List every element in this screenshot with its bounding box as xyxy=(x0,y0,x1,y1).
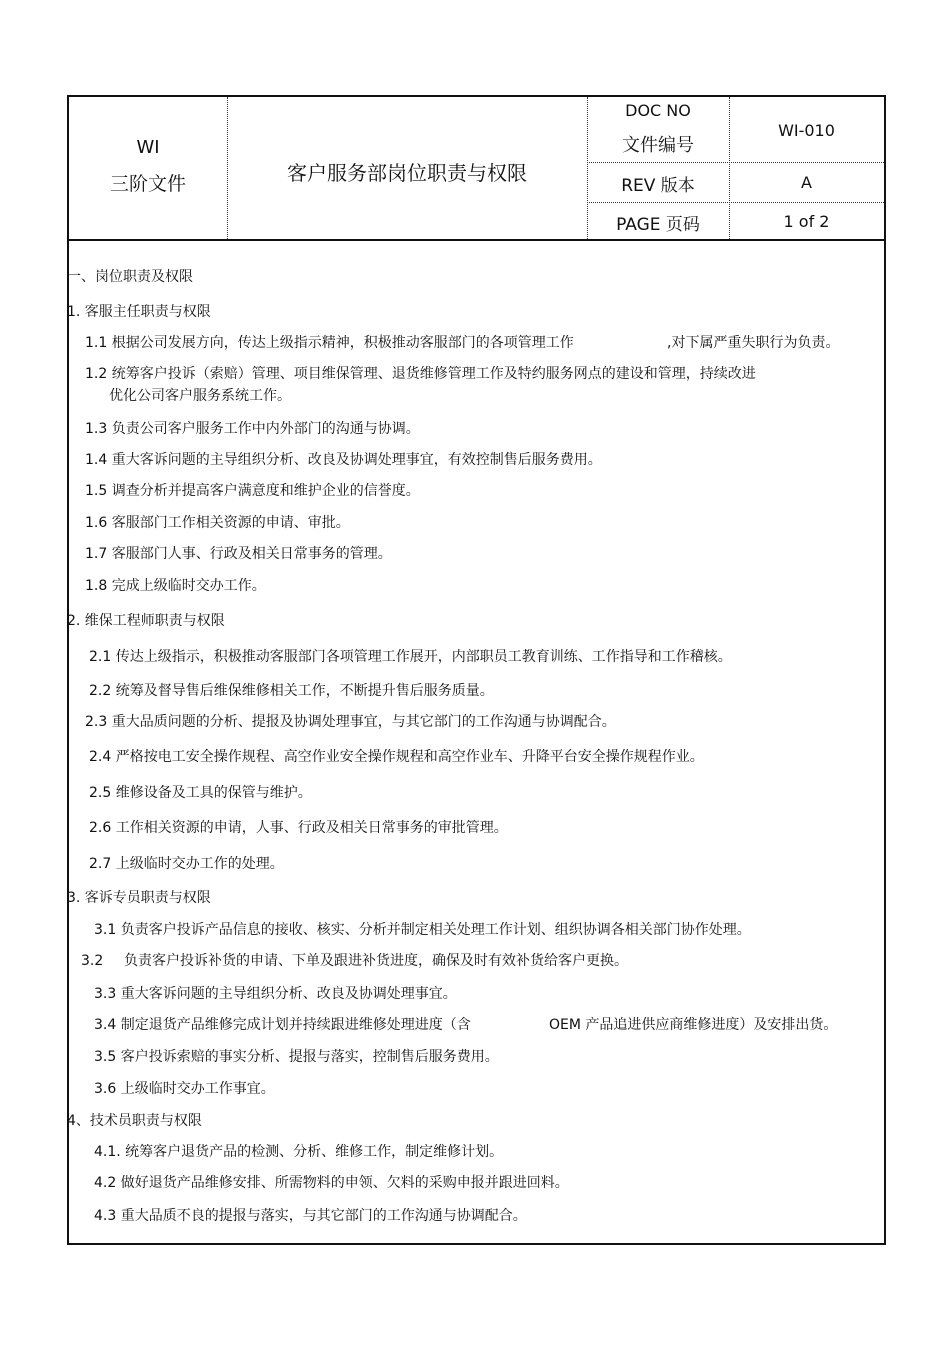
item-3-3: 3.3 重大客诉问题的主导组织分析、改良及协调处理事宜。 xyxy=(94,986,457,1002)
item-1-7: 1.7 客服部门人事、行政及相关日常事务的管理。 xyxy=(85,546,392,562)
item-1-6: 1.6 客服部门工作相关资源的申请、审批。 xyxy=(85,515,350,531)
document-title: 客户服务部岗位职责与权限 xyxy=(287,161,527,185)
item-2-5: 2.5 维修设备及工具的保管与维护。 xyxy=(89,785,312,801)
wi-label: WI xyxy=(136,137,160,158)
item-3-4-tail: OEM 产品追进供应商维修进度）及安排出货。 xyxy=(549,1017,838,1033)
header-row-divider xyxy=(587,202,884,203)
document-frame xyxy=(67,95,886,1245)
item-2-6: 2.6 工作相关资源的申请，人事、行政及相关日常事务的审批管理。 xyxy=(89,820,508,836)
item-1-2-cont: 优化公司客户服务系统工作。 xyxy=(109,388,291,404)
item-2-1: 2.1 传达上级指示，积极推动客服部门各项管理工作展开，内部职员工教育训练、工作指导和工作稽核。 xyxy=(89,649,732,665)
item-4-1: 4.1. 统筹客户退货产品的检测、分析、维修工作，制定维修计划。 xyxy=(94,1144,504,1160)
item-3-5: 3.5 客户投诉索赔的事实分析、提报与落实，控制售后服务费用。 xyxy=(94,1049,499,1065)
document-header xyxy=(69,97,884,241)
item-2-3: 2.3 重大品质问题的分析、提报及协调处理事宜，与其它部门的工作沟通与协调配合。 xyxy=(85,714,616,730)
item-3-6: 3.6 上级临时交办工作事宜。 xyxy=(94,1081,275,1097)
item-1-1-tail: ,对下属严重失职行为负责。 xyxy=(667,335,840,351)
item-4-2: 4.2 做好退货产品维修安排、所需物料的申领、欠料的采购申报并跟进回料。 xyxy=(94,1175,569,1191)
doc-no-label-cn: 文件编号 xyxy=(622,135,694,156)
item-4-3: 4.3 重大品质不良的提报与落实，与其它部门的工作沟通与协调配合。 xyxy=(94,1208,527,1224)
item-1-3: 1.3 负责公司客户服务工作中内外部门的沟通与协调。 xyxy=(85,421,420,437)
item-1-4: 1.4 重大客诉问题的主导组织分析、改良及协调处理事宜，有效控制售后服务费用。 xyxy=(85,452,602,468)
page-value: 1 of 2 xyxy=(783,212,830,231)
item-2-7: 2.7 上级临时交办工作的处理。 xyxy=(89,856,284,872)
item-1-8: 1.8 完成上级临时交办工作。 xyxy=(85,578,266,594)
item-2-2: 2.2 统筹及督导售后维保维修相关工作，不断提升售后服务质量。 xyxy=(89,683,494,699)
item-3-2-number: 3.2 xyxy=(81,953,104,969)
section-heading: 一、岗位职责及权限 xyxy=(67,269,193,285)
item-1-2: 1.2 统筹客户投诉（索赔）管理、项目维保管理、退货维修管理工作及特约服务网点的建设和管理，持续改进 xyxy=(85,366,756,382)
section-4-title: 4、技术员职责与权限 xyxy=(67,1113,202,1129)
page-label: PAGE 页码 xyxy=(616,215,700,235)
doc-no-value: WI-010 xyxy=(778,121,835,140)
tier-label: 三阶文件 xyxy=(109,173,186,195)
rev-value: A xyxy=(801,173,812,192)
item-3-1: 3.1 负责客户投诉产品信息的接收、核实、分析并制定相关处理工作计划、组织协调各相关部门协作处理。 xyxy=(94,922,751,938)
item-2-4: 2.4 严格按电工安全操作规程、高空作业安全操作规程和高空作业车、升降平台安全操作规程作业。 xyxy=(89,749,704,765)
item-1-5: 1.5 调查分析并提高客户满意度和维护企业的信誉度。 xyxy=(85,483,420,499)
rev-label: REV 版本 xyxy=(621,176,695,196)
header-row-divider xyxy=(587,162,884,163)
section-3-title: 3. 客诉专员职责与权限 xyxy=(67,890,211,906)
section-2-title: 2. 维保工程师职责与权限 xyxy=(67,613,225,629)
item-1-1: 1.1 根据公司发展方向，传达上级指示精神，积极推动客服部门的各项管理工作 xyxy=(85,335,574,351)
item-3-2: 负责客户投诉补货的申请、下单及跟进补货进度，确保及时有效补货给客户更换。 xyxy=(124,953,628,969)
doc-no-label: DOC NO xyxy=(625,101,691,120)
section-1-title: 1. 客服主任职责与权限 xyxy=(67,304,211,320)
item-3-4: 3.4 制定退货产品维修完成计划并持续跟进维修处理进度（含 xyxy=(94,1017,471,1033)
